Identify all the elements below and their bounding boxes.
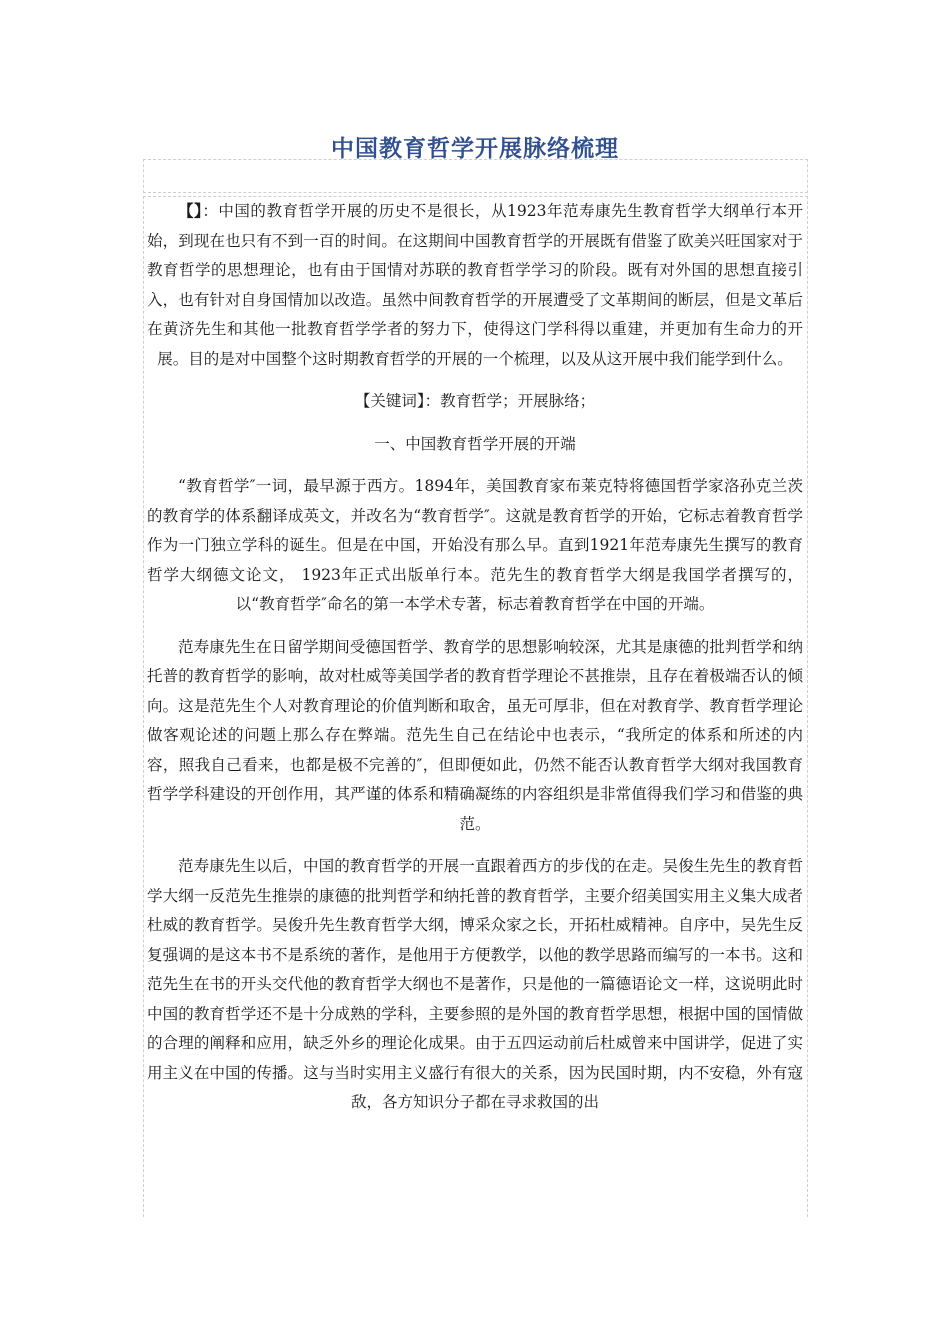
body-paragraph-3: 范寿康先生以后，中国的教育哲学的开展一直跟着西方的步伐的在走。吴俊生先生的教育哲学大纲一反范先生推崇的康德的批判哲学和纳托普的教育哲学，主要介绍美国实用主义集大成者杜威的教育哲学。吴俊升先生教育哲学大纲，博采众家之长，开拓杜威精神。自序中，吴先生反复强调的是这本书不是系统的著作，是他用于方便教学，以他的教学思路而编写的一本书。这和范先生在书的开头交代他的教育哲学大纲也不是著作，只是他的一篇德语论文一样，这说明此时中国的教育哲学还不是十分成熟的学科，主要参照的是外国的教育哲学思想，根据中国的国情做的合理的阐释和应用，缺乏外乡的理论化成果。由于五四运动前后杜威曾来中国讲学，促进了实用主义在中国的传播。这与当时实用主义盛行有很大的关系，因为民国时期，内不安稳，外有寇敌，各方知识分子都在寻求救国的出 bbox=[147, 857, 803, 1111]
abstract-text: ：中国的教育哲学开展的历史不是很长，从1923年范寿康先生教育哲学大纲单行本开始，到现在也只有不到一百的时间。在这期间中国教育哲学的开展既有借鉴了欧美兴旺国家对于教育哲学的思想理论，也有由于国情对苏联的教育哲学学习的阶段。既有对外国的思想直接引入，也有针对自身国情加以改造。虽然中间教育哲学的开展遭受了文革期间的断层，但是文革后在黄济先生和其他一批教育哲学学者的努力下，使得这门学科得以重建，并更加有生命力的开展。目的是对中国整个这时期教育哲学的开展的一个梳理，以及从这开展中我们能学到什么。 bbox=[147, 202, 803, 368]
keywords-line: 【关键词】：教育哲学；开展脉络； bbox=[354, 392, 596, 410]
abstract-paragraph bbox=[147, 196, 803, 374]
section-heading: 一、中国教育哲学开展的开端 bbox=[374, 434, 576, 453]
article-body bbox=[147, 196, 803, 1131]
page-title: 中国教育哲学开展脉络梳理 bbox=[331, 136, 619, 162]
body-paragraph-2: 范寿康先生在日留学期间受德国哲学、教育学的思想影响较深，尤其是康德的批判哲学和纳托普的教育哲学的影响，故对杜威等美国学者的教育哲学理论不甚推崇，且存在着极端否认的倾向。这是范先生个人对教育理论的价值判断和取舍，虽无可厚非，但在对教育学、教育哲学理论做客观论述的问题上那么存在弊端。范先生自己在结论中也表示，“我所定的体系和所述的内容，照我自己看来，也都是极不完善的″，但即便如此，仍然不能否认教育哲学大纲对我国教育哲学学科建设的开创作用，其严谨的体系和精确凝练的内容组织是非常值得我们学习和借鉴的典范。 bbox=[147, 637, 803, 833]
body-paragraph-1: “教育哲学″一词，最早源于西方。1894年，美国教育家布莱克特将德国哲学家洛孙克兰茨的教育学的体系翻译成英文，并改名为“教育哲学″。这就是教育哲学的开始，它标志着教育哲学作为一门独立学科的诞生。但是在中国，开始没有那么早。直到1921年范寿康先生撰写的教育哲学大纲德文论文， 1923年正式出版单行本。范先生的教育哲学大纲是我国学者撰写的，以“教育哲学″命名的第一本学术专著，标志着教育哲学在中国的开端。 bbox=[147, 477, 803, 613]
abstract-label: 【】 bbox=[178, 201, 203, 220]
title-frame bbox=[143, 159, 808, 193]
